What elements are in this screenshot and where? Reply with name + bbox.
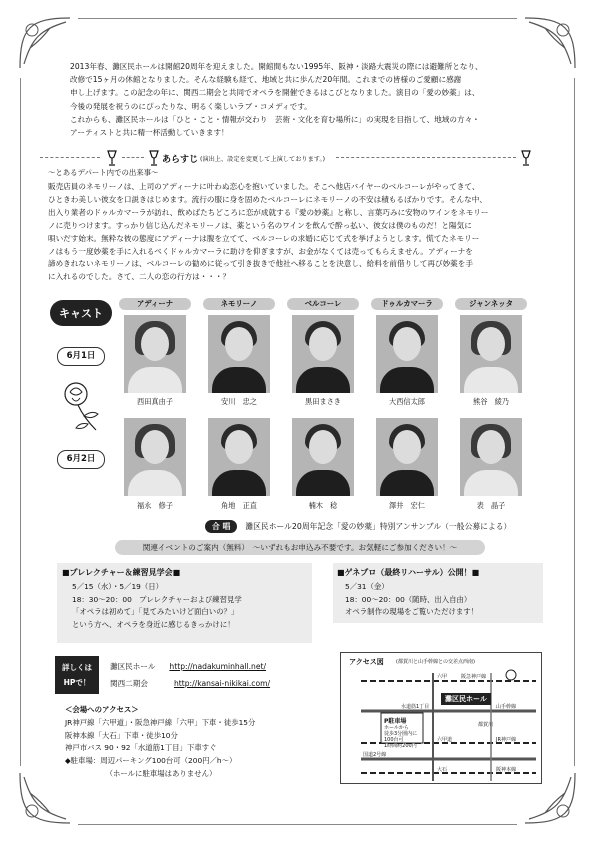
singer-name: 澤井 宏仁	[389, 501, 425, 510]
intro-line: アーティストと共に精一杯活動していきます！	[70, 128, 229, 138]
chorus-label: 合 唱	[205, 520, 237, 533]
map-parking-line: 徒歩3分圏内に	[384, 731, 418, 737]
access-line: （ホールに駐車場はありません）	[65, 768, 217, 778]
access-line: 阪神本線「大石」下車・徒歩10分	[65, 730, 178, 740]
nadakuminhall-link[interactable]: http://nadakuminhall.net/	[169, 662, 267, 671]
map-hall-label: 灘区民ホール	[441, 693, 491, 705]
singer-name: 黒田まさき	[305, 397, 341, 406]
map-parking-line: ホールから	[384, 725, 409, 731]
synopsis-line: ノはもう一度妙薬を手に入れるべくドゥルカマーラに助けを仰ぎますが、お金がなくては売ってもらえません。アディーナを	[48, 246, 473, 256]
role-belcore: ベルコーレ	[287, 298, 359, 310]
role-dulcamara: ドゥルカマーラ	[371, 298, 443, 310]
synopsis-line: 出入り業者のドゥルカマーラが訪れ、飲めばたちどころに恋が成就する『愛の妙薬』と称し、言葉巧みに安物のワインをネモリー	[48, 207, 489, 217]
role-nemorino: ネモリーノ	[203, 298, 275, 310]
synopsis-line: 唄いだす始末。無粋な彼の態度にアディーナは腹を立てて、ベルコーレの求婚に応じて式を挙げようとします。慌てたネモリー	[48, 233, 480, 243]
singer-name: 西田真由子	[137, 397, 173, 406]
map-label: 都賀川	[478, 722, 494, 728]
synopsis-line: ノに売りつけます。すっかり信じ込んだネモリーノは、薬という名のワインを飲んで酔っ払い、彼女は僕のものだ！と陽気に	[48, 220, 472, 230]
info-badge-line: 詳しくは	[62, 663, 92, 672]
divider	[336, 157, 516, 158]
intro-line: 2013年春、灘区民ホールは開館20周年を迎えました。開館間もない1995年、阪神・淡路大震災の際には避難所となり、	[70, 62, 483, 71]
photo-day1-adina	[124, 315, 186, 393]
rose-icon	[56, 378, 104, 434]
singer-name: 安川 忠之	[221, 397, 257, 406]
singer-name: 大西信太郎	[389, 397, 425, 406]
access-map	[340, 652, 542, 784]
divider	[122, 157, 144, 158]
photo-day1-belcore	[292, 315, 354, 393]
access-title: ＜会場へのアクセス＞	[65, 705, 139, 714]
synopsis-subtitle: ～とあるデパート内での出来事～	[48, 168, 159, 177]
map-subtitle: (都賀川と山手幹線との交差点西南)	[396, 659, 475, 665]
divider	[40, 157, 100, 158]
genepro-line: 5／31（金）	[345, 582, 389, 591]
intro-line: 申し上げます。この記念の年に、関西二期会と共同でオペラを開催できるはこびとなりました。演目の「愛の妙薬」は、	[70, 88, 480, 98]
synopsis-body	[48, 181, 551, 284]
access-line: ◆駐車場：周辺パーキング100台可（200円／h～）	[65, 756, 237, 766]
wine-glass-icon	[520, 150, 532, 166]
lecture-line: 「オペラは初めて」「見てみたいけど面白いの？」	[72, 607, 239, 616]
map-parking-line: 1時間約200円	[384, 743, 417, 749]
intro-line: 今後の発展を祝うのにぴったりな、明るく楽しいラブ・コメディです。	[70, 101, 312, 111]
map-label: 六甲	[437, 674, 448, 680]
info-badge-line: HPで！	[63, 678, 91, 687]
access-line: 神戸市バス 90・92「水道筋1丁目」下車すぐ	[65, 743, 217, 753]
role-giannetta: ジャンネッタ	[455, 298, 527, 310]
singer-name: 福永 修子	[137, 501, 173, 510]
date-badge-june2: 6月2日	[57, 450, 105, 469]
events-banner: 関連イベントのご案内（無料） ～いずれもお申込み不要です。お気軽にご参加ください！～	[115, 540, 485, 555]
photo-day2-adina	[124, 418, 186, 496]
map-parking-line: 100台可	[384, 737, 404, 743]
photo-day2-dulcamara	[376, 418, 438, 496]
map-title: アクセス図	[349, 658, 384, 666]
link-name: 関西二期会	[110, 679, 148, 688]
intro-line: これからも、灘区民ホールは「ひと・こと・情報が交わり 芸術・文化を育む場所に」の実現を目指して、地域の方々・	[70, 114, 480, 124]
map-label: 阪急神戸線	[461, 674, 487, 680]
map-label: 山手幹線	[496, 704, 517, 710]
info-badge	[55, 656, 99, 694]
synopsis-line: に入れるのでした。さて、二人の恋の行方は・・・？	[48, 272, 231, 282]
map-label: 阪神本線	[496, 767, 517, 773]
lecture-text	[72, 581, 242, 631]
genepro-text	[345, 581, 478, 619]
frame-right	[574, 78, 575, 766]
map-label: 六甲道	[437, 737, 453, 743]
lecture-line: という方へ、オペラを身近に感じるきっかけに！	[72, 619, 235, 629]
synopsis-line: ひときわ美しい彼女を口説きはじめます。流行の服に身を固めたベルコーレにネモリーノの不安は積もるばかりです。そんな中、	[48, 194, 487, 204]
singer-name: 表 晶子	[476, 501, 506, 510]
chorus-line	[205, 520, 511, 533]
synopsis-note: (演出上、設定を変更して上演しております。)	[200, 156, 325, 163]
synopsis-title: あらすじ	[162, 155, 199, 165]
photo-day1-nemorino	[208, 315, 270, 393]
singer-name: 熊谷 綾乃	[473, 397, 509, 406]
role-adina: アディーナ	[119, 298, 191, 310]
genepro-line: 18：00～20：00（随時、出入自由）	[345, 594, 472, 604]
genepro-line: オペラ制作の現場をご覧いただけます！	[345, 607, 479, 616]
singer-name: 角地 正直	[221, 501, 257, 510]
date-badge-june1: 6月1日	[57, 347, 105, 366]
link-name: 灘区民ホール	[110, 662, 156, 671]
photo-day1-giannetta	[460, 315, 522, 393]
access-info	[65, 704, 255, 781]
synopsis-line: 諦めきれないネモリーノは、ベルコーレの勧めに従って引き抜きで他社へ移ることを決意し、給料を前借りして再び妙薬を手	[48, 259, 473, 269]
cast-badge: キャスト	[50, 300, 112, 326]
lecture-title: ■プレレクチャー＆練習見学会■	[62, 568, 181, 577]
map-label: JR神戸線	[496, 737, 516, 743]
photo-day2-belcore	[292, 418, 354, 496]
frame-top	[78, 18, 517, 19]
link-row-nadakuminhall	[110, 658, 270, 675]
frame-left	[20, 78, 21, 766]
links-list	[110, 658, 270, 692]
intro-text	[70, 60, 540, 139]
map-label: 水道筋1丁目	[401, 704, 430, 710]
kansai-nikikai-link[interactable]: http://kansai-nikikai.com/	[173, 679, 271, 688]
map-parking-title: P駐車場	[384, 718, 407, 725]
wine-glass-icon	[106, 150, 118, 166]
genepro-title: ■ゲネプロ（最終リハーサル）公開！■	[337, 568, 480, 577]
wine-glass-icon	[148, 150, 160, 166]
photo-day2-giannetta	[460, 418, 522, 496]
chorus-text: 灘区民ホール20周年記念「愛の妙薬」特別アンサンブル（一般公募による）	[245, 522, 512, 531]
frame-bottom	[78, 824, 517, 825]
access-line: JR神戸線「六甲道」・阪急神戸線「六甲」下車・徒歩15分	[65, 717, 256, 727]
synopsis-header	[40, 150, 555, 166]
map-label: 国道2号線	[363, 752, 387, 758]
photo-day1-dulcamara	[376, 315, 438, 393]
intro-line: 改修で15ヶ月の休館となりました。そんな経験も経て、地域と共に歩んだ20年間。これまでの皆様のご愛顧に感謝	[70, 75, 462, 85]
lecture-line: 18：30～20：00 プレレクチャーおよび練習見学	[72, 594, 242, 604]
map-label: 大石	[437, 767, 448, 773]
link-row-kansai-nikikai	[110, 675, 270, 692]
singer-name: 楠木 稔	[308, 501, 338, 510]
synopsis-line: 販売店員のネモリーノは、上司のアディーナに叶わぬ恋心を抱いていました。そこへ他店バイヤーのベルコーレがやってきて、	[48, 182, 480, 191]
lecture-line: 5／15（水）・5／19（日）	[72, 582, 164, 591]
photo-day2-nemorino	[208, 418, 270, 496]
